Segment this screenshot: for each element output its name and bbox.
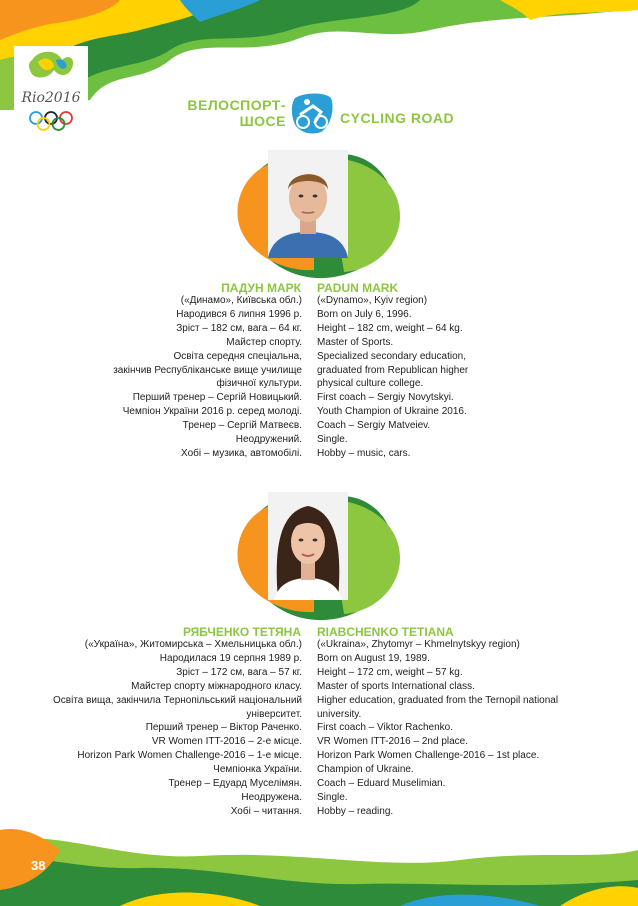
- bio-line: Хобі – музика, автомобілі.: [181, 447, 302, 459]
- sport-title-ua: [136, 97, 286, 129]
- bio-line: First coach – Viktor Rachenko.: [317, 722, 453, 734]
- bio-line: VR Women ITT-2016 – 2nd place.: [317, 736, 469, 748]
- bio-en: [317, 294, 468, 461]
- bio-line: Height – 182 cm, weight – 64 kg.: [317, 322, 463, 334]
- bio-line: Тренер – Едуард Муселімян.: [168, 778, 302, 790]
- bio-line: закінчив Республіканське вище училище: [113, 364, 302, 376]
- sport-title-en: CYCLING ROAD: [340, 110, 455, 126]
- bio-line: Перший тренер – Сергій Новицький.: [132, 392, 302, 404]
- bio-line: Чемпіон України 2016 р. серед молоді.: [122, 406, 302, 418]
- svg-text:Rio2016: Rio2016: [21, 90, 81, 106]
- bio-line: («Динамо», Київська обл.): [180, 295, 302, 306]
- bio-line: Освіта середня спеціальна,: [173, 350, 302, 362]
- bio-line: graduated from Republican higher: [317, 364, 469, 376]
- bio-line: фізичної культури.: [216, 378, 302, 390]
- bio-line: університет.: [246, 708, 302, 720]
- bio-line: Освіта вища, закінчила Тернопільський національний: [53, 694, 302, 706]
- athlete-name-en: PADUN MARK: [317, 281, 399, 295]
- bio-line: Чемпіонка України.: [213, 764, 302, 776]
- decorative-bottom-pattern: [0, 790, 638, 906]
- bio-line: Horizon Park Women Challenge-2016 – 1st place.: [317, 750, 540, 762]
- photo-frame: [234, 492, 404, 622]
- bio-line: Coach – Eduard Muselimian.: [317, 778, 446, 790]
- bio-line: Born on August 19, 1989.: [317, 652, 430, 664]
- athlete-photo: [268, 150, 348, 258]
- bio-line: Hobby – music, cars.: [317, 447, 411, 459]
- bio-line: Height – 172 cm, weight – 57 kg.: [317, 666, 463, 678]
- bio-line: Неодружена.: [241, 791, 302, 803]
- bio-line: («Dynamo», Kyiv region): [317, 295, 428, 306]
- bio-line: Coach – Sergiy Matveiev.: [317, 420, 431, 432]
- bio-line: Single.: [317, 791, 348, 803]
- athlete-name-ua: РЯБЧЕНКО ТЕТЯНА: [182, 625, 301, 639]
- athlete-photo: [268, 492, 348, 600]
- bio-line: VR Women ITT-2016 – 2-е місце.: [151, 736, 302, 748]
- bio-line: Horizon Park Women Challenge-2016 – 1-е місце.: [77, 750, 302, 762]
- bio-line: First coach – Sergiy Novytskyi.: [317, 392, 454, 404]
- bio-line: Майстер спорту міжнародного класу.: [131, 680, 302, 692]
- bio-line: Тренер – Сергій Матвеєв.: [182, 420, 302, 432]
- bio-line: Master of sports International class.: [317, 680, 475, 692]
- bio-line: («Україна», Житомирська – Хмельницька обл.): [84, 639, 302, 650]
- bio-line: Specialized secondary education,: [317, 350, 466, 362]
- bio-line: university.: [317, 708, 362, 720]
- bio-line: physical culture college.: [317, 378, 424, 390]
- bio-line: Born on July 6, 1996.: [317, 308, 412, 320]
- cyclist-icon: [291, 92, 335, 136]
- bio-line: Зріст – 182 см, вага – 64 кг.: [176, 322, 302, 334]
- bio-line: Champion of Ukraine.: [317, 764, 414, 776]
- bio-line: Master of Sports.: [317, 336, 394, 348]
- title-ua-line2: ШОСЕ: [239, 113, 286, 129]
- bio-line: Майстер спорту.: [226, 336, 302, 348]
- athlete-name-ua: ПАДУН МАРК: [221, 281, 301, 295]
- bio-line: («Ukraina», Zhytomyr – Khmelnytskyy region): [317, 639, 520, 650]
- bio-ua: [113, 294, 302, 461]
- page-header: [0, 92, 638, 136]
- athlete-name-en: RIABCHENKO TETIANA: [317, 625, 454, 639]
- bio-line: Youth Champion of Ukraine 2016.: [317, 406, 467, 418]
- photo-frame: [234, 150, 404, 280]
- bio-line: Народився 6 липня 1996 р.: [176, 308, 302, 320]
- bio-line: Неодружений.: [235, 434, 302, 446]
- bio-line: Народилася 19 серпня 1989 р.: [159, 652, 302, 664]
- bio-line: Перший тренер – Віктор Раченко.: [145, 722, 302, 734]
- bio-line: Зріст – 172 см, вага – 57 кг.: [176, 666, 302, 678]
- bio-line: Hobby – reading.: [317, 805, 394, 817]
- title-ua-line1: ВЕЛОСПОРТ-: [187, 97, 286, 113]
- page-number: 38: [31, 858, 46, 873]
- bio-line: Хобі – читання.: [230, 805, 302, 817]
- bio-line: Higher education, graduated from the Ternopil national: [317, 694, 559, 706]
- bio-line: Single.: [317, 434, 348, 446]
